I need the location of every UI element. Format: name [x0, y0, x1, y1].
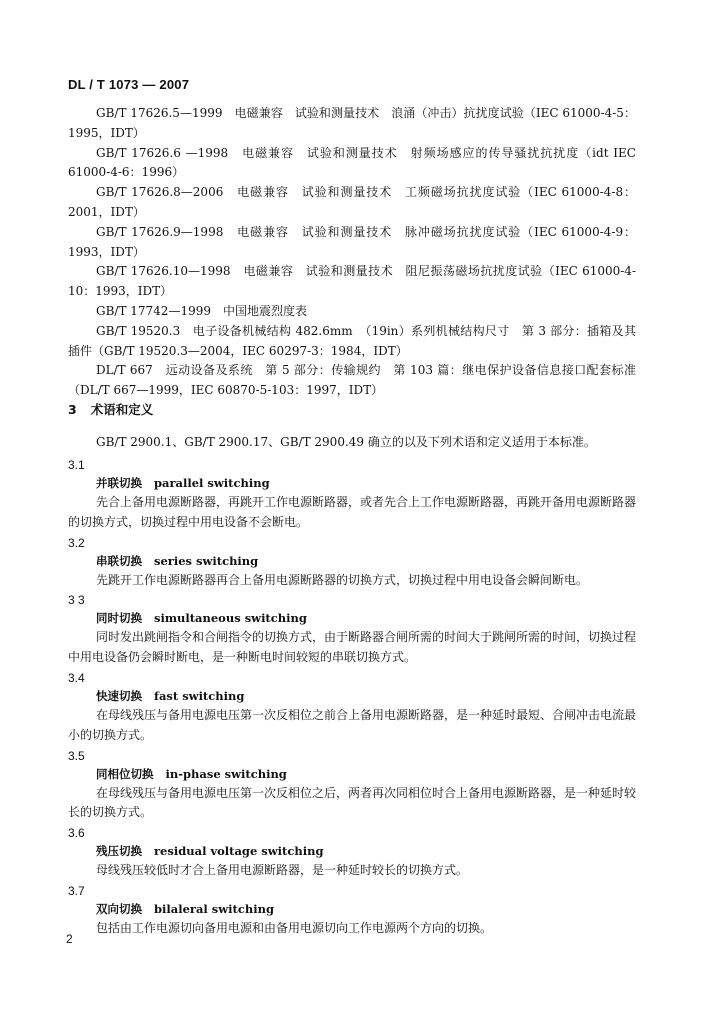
- term-definition: 先合上备用电源断路器，再跳开工作电源断路器，或者先合上工作电源断路器，再跳开备用电源断路器的切换方式，切换过程中用电设备不会断电。: [68, 495, 637, 529]
- term-entry: [68, 535, 636, 591]
- reference-item: GB/T 17626.5—1999 电磁兼容 试验和测量技术 浪涌（冲击）抗扰度试验（IEC 61000-4-5：1995，IDT）: [68, 106, 636, 140]
- term-title-en: bilaleral switching: [154, 901, 274, 916]
- term-definition: 在母线残压与备用电源电压第一次反相位之后，两者再次同相位时合上备用电源断路器，是一种延时较长的切换方式。: [68, 785, 637, 820]
- term-entry: [68, 592, 636, 668]
- reference-item: GB/T 19520.3 电子设备机械结构 482.6mm （19in）系列机械结构尺寸 第 3 部分：插箱及其插件（GB/T 19520.3—2004，IEC 60297-3：1984，IDT）: [68, 323, 636, 358]
- reference-item: GB/T 17742—1999 中国地震烈度表: [96, 303, 307, 318]
- term-title-cn: 并联切换: [96, 476, 142, 490]
- term-title-cn: 快速切换: [96, 688, 142, 703]
- term-number: 3.1: [68, 458, 85, 472]
- term-title: [68, 609, 636, 628]
- term-title-cn: 残压切换: [96, 844, 142, 859]
- term-definition: 同时发出跳闸指令和合闸指令的切换方式，由于断路器合闸所需的时间大于跳闸所需的时间，切换过程中用电设备仍会瞬时断电，是一种断电时间较短的串联切换方式。: [68, 630, 637, 665]
- standard-code-header: DL / T 1073 — 2007: [68, 77, 190, 92]
- reference-item: GB/T 17626.8—2006 电磁兼容 试验和测量技术 工频磁场抗扰度试验（IEC 61000-4-8：2001，IDT）: [68, 185, 636, 219]
- section-number: 3: [68, 402, 77, 417]
- term-definition: 在母线残压与备用电源电压第一次反相位之前合上备用电源断路器，是一种延时最短、合闸冲击电流最小的切换方式。: [68, 707, 637, 742]
- reference-item: GB/T 17626.9—1998 电磁兼容 试验和测量技术 脉冲磁场抗扰度试验（IEC 61000-4-9：1993，IDT）: [68, 224, 636, 259]
- term-title-en: simultaneous switching: [154, 611, 307, 626]
- normative-references-list: [68, 104, 636, 401]
- section-terms-definitions: [68, 400, 636, 939]
- reference-item: GB/T 17626.10—1998 电磁兼容 试验和测量技术 阻尼振荡磁场抗扰度试验（IEC 61000-4-10：1993，IDT）: [68, 264, 636, 299]
- term-number: 3.6: [68, 826, 85, 841]
- term-definition: 母线残压较低时才合上备用电源断路器，是一种延时较长的切换方式。: [96, 863, 469, 878]
- term-title-cn: 串联切换: [96, 553, 142, 568]
- term-entry: [68, 457, 636, 533]
- page-number: 2: [66, 932, 73, 946]
- term-entry: [68, 825, 636, 881]
- term-title: [68, 765, 636, 784]
- term-title-en: in-phase switching: [165, 766, 287, 781]
- term-definition: 先跳开工作电源断路器再合上备用电源断路器的切换方式，切换过程中用电设备会瞬间断电。: [96, 572, 589, 587]
- reference-item: DL/T 667 远动设备及系统 第 5 部分：传输规约 第 103 篇：继电保护设备信息接口配套标准（DL/T 667—1999，IEC 60870-5-103：1997，IDT）: [68, 363, 636, 398]
- term-number: 3.4: [68, 670, 85, 685]
- term-title: [68, 900, 636, 919]
- term-title-cn: 双向切换: [96, 901, 142, 916]
- term-title-en: residual voltage switching: [154, 844, 324, 859]
- term-number: 3 3: [68, 593, 85, 608]
- term-number: 3.7: [68, 883, 85, 898]
- section-title: 术语和定义: [90, 402, 154, 417]
- term-title-cn: 同相位切换: [96, 766, 154, 781]
- term-entry: [68, 883, 636, 939]
- term-title: [68, 842, 636, 861]
- term-title: [68, 552, 636, 571]
- term-entry: [68, 670, 636, 746]
- term-title-en: fast switching: [154, 688, 245, 703]
- term-number: 3.2: [68, 535, 85, 550]
- term-title: [68, 687, 636, 706]
- reference-item: GB/T 17626.6 —1998 电磁兼容 试验和测量技术 射频场感应的传导骚扰抗扰度（idt IEC 61000-4-6：1996）: [68, 145, 636, 180]
- term-number: 3.5: [68, 748, 85, 763]
- term-definition: 包括由工作电源切向备用电源和由备用电源切向工作电源两个方向的切换。: [96, 920, 493, 935]
- section-intro: GB/T 2900.1、GB/T 2900.17、GB/T 2900.49 确立的以及下列术语和定义适用于本标准。: [96, 435, 596, 449]
- term-title: [68, 474, 636, 493]
- term-title-cn: 同时切换: [96, 611, 142, 626]
- section-heading: [68, 400, 636, 418]
- term-title-en: parallel switching: [154, 476, 270, 490]
- term-title-en: series switching: [154, 553, 259, 568]
- term-entry: [68, 748, 636, 824]
